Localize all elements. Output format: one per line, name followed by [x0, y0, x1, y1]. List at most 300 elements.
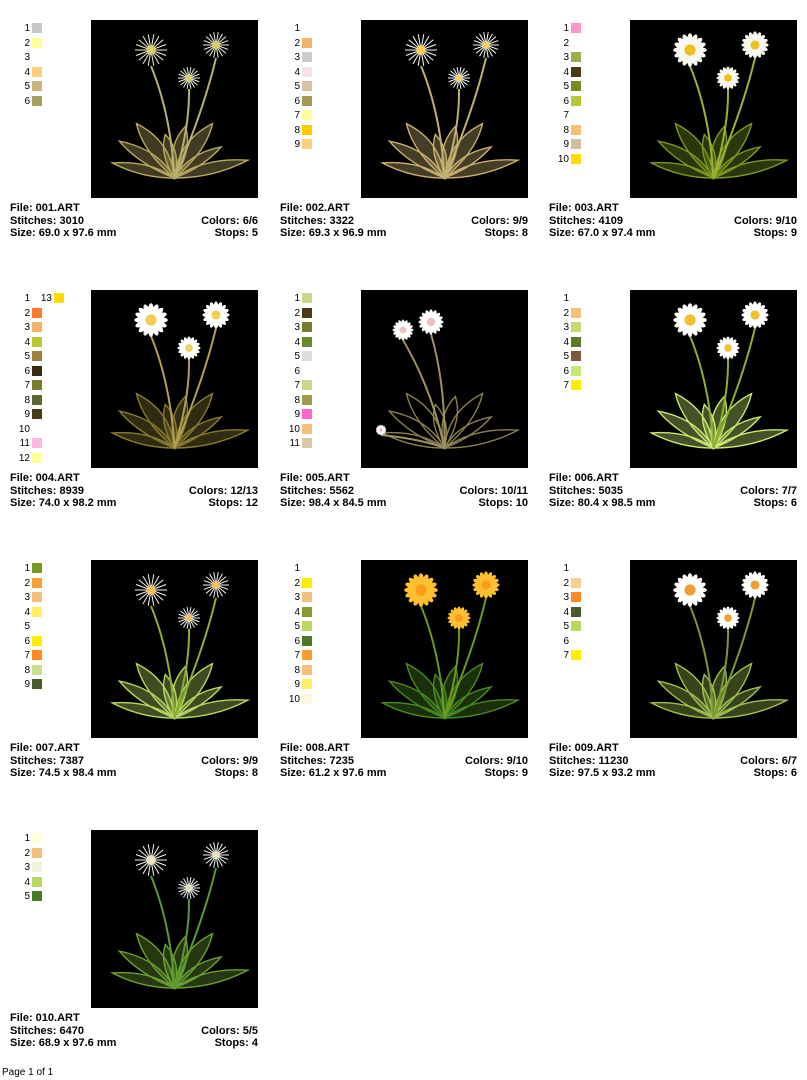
- embroidery-preview: [630, 20, 797, 198]
- stitches-line: [549, 485, 797, 498]
- color-number: 6: [563, 365, 569, 377]
- color-number: 5: [24, 81, 30, 92]
- size-label: Size:: [549, 497, 578, 509]
- size-value: 80.4 x 98.5 mm: [577, 497, 656, 509]
- color-number: 10: [18, 423, 30, 435]
- colors-field: [201, 755, 258, 768]
- color-swatch: [302, 636, 312, 646]
- dandelion-illustration: [630, 20, 797, 198]
- color-swatch: [571, 322, 581, 332]
- flower-center: [482, 41, 490, 49]
- size-line: [549, 767, 797, 780]
- embroidery-preview: [361, 20, 528, 198]
- stitches-line: [280, 485, 528, 498]
- color-number: 3: [294, 52, 300, 63]
- flower-center: [684, 584, 695, 595]
- stops-label: Stops:: [214, 227, 252, 239]
- color-swatch: [32, 848, 42, 858]
- size-line: [10, 1037, 258, 1050]
- color-swatch: [302, 293, 312, 303]
- stops-label: Stops:: [753, 227, 791, 239]
- color-number: 6: [294, 635, 300, 647]
- colors-field: [189, 485, 258, 498]
- stem-shape: [403, 340, 445, 448]
- colors-value: 6/6: [242, 214, 258, 227]
- color-swatch: [32, 337, 42, 347]
- color-swatch: [302, 679, 312, 689]
- stitches-value: 7235: [329, 754, 354, 767]
- colors-label: Colors:: [201, 214, 243, 227]
- file-label: File:: [10, 472, 36, 484]
- stitches-line: [10, 215, 258, 228]
- color-swatch: [302, 563, 312, 573]
- file-name: 001.ART: [35, 202, 80, 214]
- color-swatch: [32, 23, 42, 33]
- colors-field: [201, 1025, 258, 1038]
- stitches-line: [549, 215, 797, 228]
- file-line: [10, 202, 258, 215]
- flower-center: [212, 581, 220, 589]
- design-info: [280, 472, 528, 510]
- color-number: 2: [24, 577, 30, 589]
- color-swatch: [302, 52, 312, 62]
- stitches-line: [10, 1025, 258, 1038]
- design-info: [280, 742, 528, 780]
- color-swatch: [32, 563, 42, 573]
- colors-field: [740, 485, 797, 498]
- color-number: 4: [294, 606, 300, 618]
- stitches-label: Stitches:: [10, 214, 60, 227]
- color-swatch: [302, 81, 312, 91]
- color-number: 3: [24, 52, 30, 63]
- color-swatch: [32, 679, 42, 689]
- color-number: 8: [24, 394, 30, 406]
- size-label: Size:: [280, 227, 309, 239]
- size-value: 97.5 x 93.2 mm: [577, 767, 656, 779]
- color-swatch: [32, 322, 42, 332]
- color-swatch: [571, 351, 581, 361]
- color-swatch: [571, 52, 581, 62]
- color-number: 5: [563, 621, 569, 632]
- flower-head: [177, 336, 200, 359]
- flower-head: [716, 606, 739, 629]
- size-line: [10, 767, 258, 780]
- colors-value: 9/9: [242, 754, 258, 767]
- colors-value: 6/7: [781, 754, 797, 767]
- stops-label: Stops:: [484, 767, 522, 779]
- flower-head: [203, 842, 229, 868]
- flower-head: [203, 572, 229, 598]
- file-label: File:: [10, 1012, 36, 1024]
- color-number: 4: [563, 336, 569, 348]
- color-swatch: [32, 650, 42, 660]
- color-number: 1: [563, 23, 569, 34]
- stitches-label: Stitches:: [280, 484, 330, 497]
- design-card: [544, 290, 804, 530]
- size-value: 67.0 x 97.4 mm: [577, 227, 656, 239]
- file-label: File:: [549, 202, 575, 214]
- size-line: [280, 497, 528, 510]
- flower-center: [724, 614, 732, 622]
- color-number: 5: [294, 81, 300, 92]
- color-swatch: [571, 337, 581, 347]
- color-swatch: [302, 96, 312, 106]
- file-label: File:: [10, 202, 36, 214]
- file-label: File:: [280, 472, 306, 484]
- color-swatch: [32, 395, 42, 405]
- color-number: 10: [288, 423, 300, 435]
- stitches-line: [280, 755, 528, 768]
- color-number: 2: [563, 37, 569, 49]
- stops-field: [754, 227, 797, 240]
- flower-head: [716, 66, 739, 89]
- stitches-line: [549, 755, 797, 768]
- flower-center: [750, 40, 759, 49]
- color-number: 1: [24, 833, 30, 844]
- size-line: [549, 497, 797, 510]
- stitches-label: Stitches:: [280, 214, 330, 227]
- color-number: 7: [294, 650, 300, 661]
- stops-field: [208, 497, 258, 510]
- color-swatch: [571, 139, 581, 149]
- flower-head: [135, 34, 167, 66]
- flower-center: [146, 585, 156, 595]
- stops-field: [754, 767, 797, 780]
- color-swatch: [32, 862, 42, 872]
- flower-center: [211, 310, 220, 319]
- color-swatch: [32, 96, 42, 106]
- size-label: Size:: [10, 497, 39, 509]
- color-number: 3: [24, 322, 30, 333]
- color-swatch: [571, 636, 581, 646]
- color-number: 8: [24, 664, 30, 676]
- stitches-value: 3010: [59, 214, 84, 227]
- color-number: 6: [24, 635, 30, 647]
- color-swatch: [571, 96, 581, 106]
- design-card: [5, 290, 265, 530]
- color-number: 2: [294, 37, 300, 49]
- color-swatch: [32, 607, 42, 617]
- dandelion-illustration: [361, 560, 528, 738]
- flower-head: [448, 67, 470, 89]
- color-swatch: [302, 125, 312, 135]
- flower-head: [741, 31, 768, 58]
- color-swatch: [302, 308, 312, 318]
- flower-center: [456, 75, 463, 82]
- design-info: [280, 202, 528, 240]
- color-number: 3: [24, 862, 30, 873]
- flower-center: [145, 314, 156, 325]
- flower-center: [400, 327, 407, 334]
- color-swatch: [32, 636, 42, 646]
- colors-label: Colors:: [465, 754, 507, 767]
- color-swatch: [302, 592, 312, 602]
- dandelion-illustration: [91, 560, 258, 738]
- color-swatch: [32, 366, 42, 376]
- stitches-value: 8939: [59, 484, 84, 497]
- colors-field: [471, 215, 528, 228]
- flower-head: [178, 607, 200, 629]
- colors-field: [465, 755, 528, 768]
- flower-head: [203, 32, 229, 58]
- color-swatch: [571, 650, 581, 660]
- color-swatch: [32, 52, 42, 62]
- embroidery-preview: [91, 830, 258, 1008]
- colors-field: [460, 485, 528, 498]
- file-name: 005.ART: [305, 472, 350, 484]
- color-swatch: [32, 81, 42, 91]
- color-number: 4: [24, 336, 30, 348]
- flower-center: [146, 855, 156, 865]
- color-number: 5: [563, 351, 569, 362]
- color-number: 5: [294, 621, 300, 632]
- file-name: 006.ART: [574, 472, 619, 484]
- color-number: 5: [563, 81, 569, 92]
- color-number: 7: [563, 380, 569, 391]
- color-swatch: [571, 607, 581, 617]
- flower-head: [673, 33, 707, 67]
- color-swatch: [302, 67, 312, 77]
- file-label: File:: [549, 742, 575, 754]
- file-line: [280, 742, 528, 755]
- colors-value: 5/5: [242, 1024, 258, 1037]
- color-number: 6: [24, 95, 30, 107]
- stitches-value: 7387: [59, 754, 84, 767]
- stops-value: 12: [245, 497, 258, 509]
- flower-head: [376, 425, 387, 436]
- flower-head: [135, 844, 167, 876]
- file-name: 009.ART: [574, 742, 619, 754]
- color-number: 10: [557, 153, 569, 165]
- stops-value: 9: [790, 227, 797, 239]
- color-number: 1: [294, 23, 300, 34]
- color-swatch: [32, 578, 42, 588]
- design-info: [549, 742, 797, 780]
- color-swatch: [571, 38, 581, 48]
- stops-value: 8: [521, 227, 528, 239]
- stops-value: 4: [251, 1037, 258, 1049]
- color-swatch: [302, 23, 312, 33]
- page-footer: Page 1 of 1: [2, 1067, 54, 1078]
- flower-head: [393, 320, 414, 341]
- stops-value: 8: [251, 767, 258, 779]
- flower-center: [724, 344, 732, 352]
- colors-label: Colors:: [201, 754, 243, 767]
- color-swatch: [571, 621, 581, 631]
- dandelion-illustration: [361, 290, 528, 468]
- stitches-value: 4109: [598, 214, 623, 227]
- flower-center: [212, 41, 220, 49]
- stops-field: [485, 227, 528, 240]
- color-number: 8: [294, 394, 300, 406]
- color-number: 7: [24, 380, 30, 391]
- stitches-line: [10, 755, 258, 768]
- color-number: 2: [24, 37, 30, 49]
- flower-head: [741, 301, 768, 328]
- file-line: [549, 742, 797, 755]
- stops-field: [478, 497, 528, 510]
- flower-head: [202, 301, 229, 328]
- stops-value: 6: [790, 497, 797, 509]
- color-swatch: [571, 293, 581, 303]
- stops-label: Stops:: [208, 497, 246, 509]
- dandelion-illustration: [630, 560, 797, 738]
- flower-center: [186, 885, 193, 892]
- flower-center: [684, 314, 695, 325]
- color-swatch: [571, 23, 581, 33]
- design-card: [275, 290, 535, 530]
- color-swatch: [302, 424, 312, 434]
- file-label: File:: [280, 742, 306, 754]
- stitches-value: 5562: [329, 484, 354, 497]
- color-number: 11: [289, 438, 300, 449]
- colors-value: 10/11: [501, 484, 528, 497]
- size-value: 98.4 x 84.5 mm: [308, 497, 387, 509]
- flower-head: [473, 32, 499, 58]
- design-info: [10, 1012, 258, 1050]
- design-info: [10, 472, 258, 510]
- color-number: 9: [563, 139, 569, 150]
- file-name: 010.ART: [35, 1012, 80, 1024]
- embroidery-preview: [630, 290, 797, 468]
- color-swatch: [571, 110, 581, 120]
- color-swatch: [302, 351, 312, 361]
- color-swatch: [302, 621, 312, 631]
- colors-label: Colors:: [459, 484, 502, 497]
- stitches-label: Stitches:: [10, 1024, 60, 1037]
- design-card: [544, 560, 804, 800]
- color-swatch: [571, 154, 581, 164]
- colors-value: 7/7: [781, 484, 797, 497]
- file-label: File:: [549, 472, 575, 484]
- color-swatch: [571, 308, 581, 318]
- stitches-label: Stitches:: [10, 754, 60, 767]
- color-number: 4: [24, 606, 30, 618]
- flower-center: [212, 851, 220, 859]
- stitches-label: Stitches:: [549, 214, 599, 227]
- stitches-label: Stitches:: [549, 484, 599, 497]
- stops-label: Stops:: [214, 1037, 252, 1049]
- size-value: 74.5 x 98.4 mm: [38, 767, 117, 779]
- size-value: 61.2 x 97.6 mm: [308, 767, 387, 779]
- color-number: 8: [294, 124, 300, 136]
- flower-head: [178, 67, 200, 89]
- stitches-label: Stitches:: [10, 484, 60, 497]
- size-label: Size:: [10, 1037, 39, 1049]
- color-number: 7: [563, 110, 569, 121]
- design-card: [275, 560, 535, 800]
- colors-value: 9/10: [506, 754, 528, 767]
- colors-label: Colors:: [201, 1024, 243, 1037]
- color-swatch: [32, 67, 42, 77]
- color-number: 2: [24, 847, 30, 859]
- color-number: 4: [563, 606, 569, 618]
- size-value: 74.0 x 98.2 mm: [38, 497, 117, 509]
- file-label: File:: [280, 202, 306, 214]
- color-number: 3: [24, 592, 30, 603]
- color-number: 6: [24, 365, 30, 377]
- flower-head: [404, 573, 438, 607]
- color-number: 8: [294, 664, 300, 676]
- size-label: Size:: [549, 227, 578, 239]
- flower-head: [716, 336, 739, 359]
- flower-center: [684, 44, 695, 55]
- color-number: 1: [24, 23, 30, 34]
- color-swatch: [32, 351, 42, 361]
- color-number: 1: [294, 293, 300, 304]
- color-swatch: [302, 322, 312, 332]
- size-label: Size:: [10, 227, 39, 239]
- design-info: [549, 472, 797, 510]
- colors-label: Colors:: [734, 214, 776, 227]
- color-swatch: [54, 293, 64, 303]
- color-swatch: [302, 694, 312, 704]
- color-swatch: [32, 409, 42, 419]
- color-number: 3: [294, 322, 300, 333]
- color-swatch: [32, 891, 42, 901]
- color-swatch: [302, 665, 312, 675]
- flower-head: [135, 574, 167, 606]
- stops-label: Stops:: [753, 767, 791, 779]
- embroidery-preview: [361, 290, 528, 468]
- colors-field: [734, 215, 797, 228]
- flower-center: [379, 428, 383, 432]
- stitches-value: 11230: [598, 754, 629, 767]
- color-swatch: [302, 607, 312, 617]
- file-line: [549, 202, 797, 215]
- stops-field: [215, 227, 258, 240]
- colors-label: Colors:: [471, 214, 513, 227]
- color-swatch: [571, 578, 581, 588]
- stops-value: 9: [521, 767, 528, 779]
- flower-center: [724, 74, 732, 82]
- colors-field: [740, 755, 797, 768]
- design-info: [10, 742, 258, 780]
- color-number: 9: [294, 679, 300, 690]
- stops-value: 10: [515, 497, 528, 509]
- flower-center: [481, 580, 490, 589]
- size-value: 68.9 x 97.6 mm: [38, 1037, 117, 1049]
- color-swatch: [571, 563, 581, 573]
- color-swatch: [32, 592, 42, 602]
- stops-label: Stops:: [214, 767, 252, 779]
- color-swatch: [32, 308, 42, 318]
- flower-head: [134, 303, 168, 337]
- file-line: [10, 472, 258, 485]
- color-number: 3: [294, 592, 300, 603]
- color-swatch: [302, 438, 312, 448]
- color-number: 1: [563, 563, 569, 574]
- color-swatch: [302, 409, 312, 419]
- color-swatch: [32, 453, 42, 463]
- design-card: [544, 20, 804, 260]
- flower-head: [673, 573, 707, 607]
- color-number: 9: [294, 139, 300, 150]
- stops-label: Stops:: [753, 497, 791, 509]
- color-number: 10: [288, 693, 300, 705]
- color-number: 4: [563, 66, 569, 78]
- color-swatch: [302, 650, 312, 660]
- color-number: 2: [563, 307, 569, 319]
- color-number: 2: [24, 307, 30, 319]
- embroidery-preview: [91, 560, 258, 738]
- color-swatch: [32, 833, 42, 843]
- colors-value: 9/9: [512, 214, 528, 227]
- size-value: 69.0 x 97.6 mm: [38, 227, 117, 239]
- color-swatch: [571, 67, 581, 77]
- stops-field: [485, 767, 528, 780]
- flower-center: [750, 580, 759, 589]
